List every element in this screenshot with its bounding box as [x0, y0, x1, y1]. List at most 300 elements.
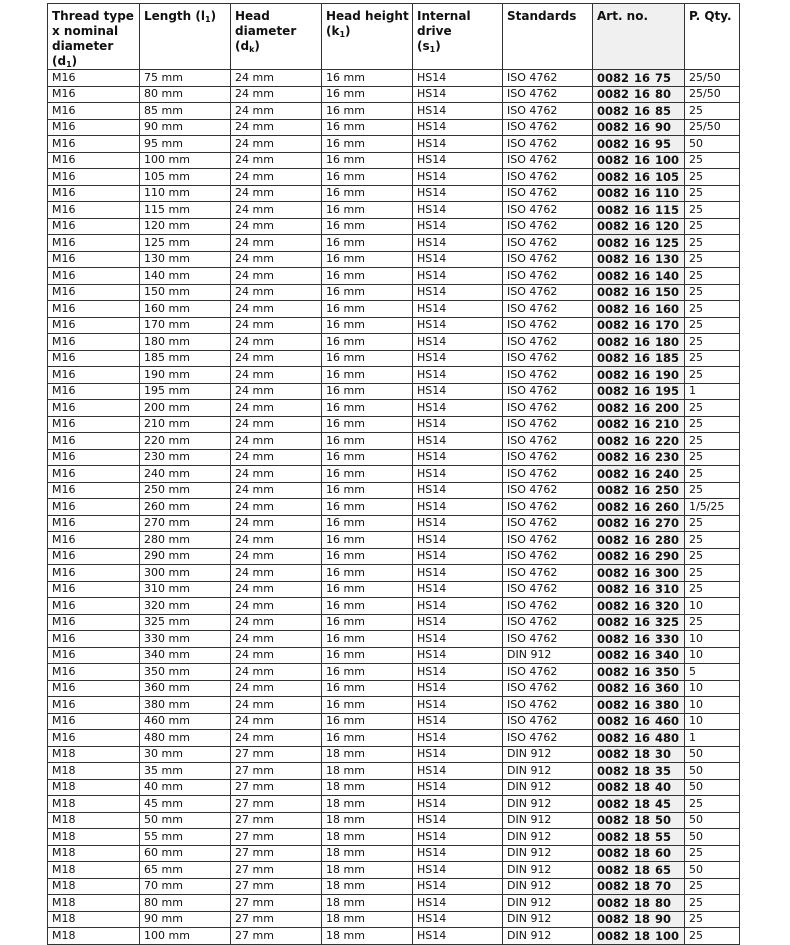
table-row: [48, 895, 740, 912]
cell-head-height: 16 mm: [322, 383, 413, 400]
cell-art-no: 0082 16 380: [593, 697, 685, 714]
cell-thread-type: M16: [48, 152, 140, 169]
table-row: [48, 86, 740, 103]
cell-standards: ISO 4762: [503, 383, 593, 400]
cell-standards: ISO 4762: [503, 284, 593, 301]
cell-art-no: 0082 18 70: [593, 878, 685, 895]
cell-internal-drive: HS14: [413, 532, 503, 549]
cell-head-diameter: 27 mm: [231, 812, 322, 829]
table-row: [48, 796, 740, 813]
cell-head-diameter: 24 mm: [231, 70, 322, 87]
cell-length: 170 mm: [140, 317, 231, 334]
cell-pack-qty: 25: [685, 482, 740, 499]
table-body: [48, 70, 740, 945]
cell-internal-drive: HS14: [413, 449, 503, 466]
cell-internal-drive: HS14: [413, 598, 503, 615]
table-row: [48, 251, 740, 268]
cell-length: 110 mm: [140, 185, 231, 202]
cell-thread-type: M16: [48, 499, 140, 516]
cell-internal-drive: HS14: [413, 878, 503, 895]
cell-art-no: 0082 16 290: [593, 548, 685, 565]
cell-head-height: 16 mm: [322, 86, 413, 103]
cell-standards: ISO 4762: [503, 152, 593, 169]
cell-art-no: 0082 16 170: [593, 317, 685, 334]
cell-art-no: 0082 16 480: [593, 730, 685, 747]
table-row: [48, 713, 740, 730]
column-header-art-no: Art. no.: [593, 4, 685, 70]
table-row: [48, 515, 740, 532]
table-row: [48, 746, 740, 763]
cell-pack-qty: 25: [685, 796, 740, 813]
cell-internal-drive: HS14: [413, 86, 503, 103]
cell-art-no: 0082 16 210: [593, 416, 685, 433]
cell-internal-drive: HS14: [413, 515, 503, 532]
cell-standards: DIN 912: [503, 812, 593, 829]
cell-head-diameter: 24 mm: [231, 515, 322, 532]
cell-pack-qty: 10: [685, 647, 740, 664]
cell-art-no: 0082 16 150: [593, 284, 685, 301]
cell-art-no: 0082 18 40: [593, 779, 685, 796]
cell-pack-qty: 25: [685, 466, 740, 483]
cell-thread-type: M16: [48, 713, 140, 730]
column-header-standards: Standards: [503, 4, 593, 70]
cell-thread-type: M16: [48, 598, 140, 615]
cell-head-diameter: 24 mm: [231, 433, 322, 450]
cell-head-diameter: 24 mm: [231, 86, 322, 103]
cell-head-height: 18 mm: [322, 862, 413, 879]
cell-head-diameter: 24 mm: [231, 152, 322, 169]
cell-length: 330 mm: [140, 631, 231, 648]
cell-length: 190 mm: [140, 367, 231, 384]
table-row: [48, 647, 740, 664]
cell-thread-type: M18: [48, 829, 140, 846]
table-row: [48, 499, 740, 516]
cell-length: 260 mm: [140, 499, 231, 516]
cell-length: 65 mm: [140, 862, 231, 879]
table-row: [48, 235, 740, 252]
cell-internal-drive: HS14: [413, 103, 503, 120]
cell-internal-drive: HS14: [413, 350, 503, 367]
cell-standards: ISO 4762: [503, 730, 593, 747]
cell-thread-type: M18: [48, 812, 140, 829]
cell-standards: ISO 4762: [503, 119, 593, 136]
cell-head-height: 16 mm: [322, 598, 413, 615]
cell-pack-qty: 25: [685, 367, 740, 384]
cell-thread-type: M16: [48, 482, 140, 499]
table-row: [48, 466, 740, 483]
cell-pack-qty: 25/50: [685, 119, 740, 136]
cell-head-height: 18 mm: [322, 878, 413, 895]
cell-standards: ISO 4762: [503, 482, 593, 499]
cell-internal-drive: HS14: [413, 845, 503, 862]
cell-head-diameter: 27 mm: [231, 845, 322, 862]
cell-art-no: 0082 16 350: [593, 664, 685, 681]
table-row: [48, 449, 740, 466]
cell-standards: ISO 4762: [503, 202, 593, 219]
cell-art-no: 0082 16 185: [593, 350, 685, 367]
cell-pack-qty: 25: [685, 218, 740, 235]
cell-standards: ISO 4762: [503, 317, 593, 334]
cell-art-no: 0082 18 100: [593, 928, 685, 945]
cell-standards: DIN 912: [503, 928, 593, 945]
cell-head-diameter: 24 mm: [231, 367, 322, 384]
cell-internal-drive: HS14: [413, 70, 503, 87]
cell-pack-qty: 50: [685, 812, 740, 829]
cell-pack-qty: 25: [685, 235, 740, 252]
cell-head-diameter: 27 mm: [231, 796, 322, 813]
cell-internal-drive: HS14: [413, 631, 503, 648]
cell-internal-drive: HS14: [413, 185, 503, 202]
cell-head-height: 16 mm: [322, 70, 413, 87]
cell-art-no: 0082 16 280: [593, 532, 685, 549]
column-header-head-diameter: Head diameter $(d_k)$: [231, 4, 322, 70]
cell-pack-qty: 25: [685, 103, 740, 120]
cell-art-no: 0082 18 30: [593, 746, 685, 763]
cell-internal-drive: HS14: [413, 796, 503, 813]
cell-head-diameter: 24 mm: [231, 136, 322, 153]
cell-internal-drive: HS14: [413, 367, 503, 384]
cell-standards: ISO 4762: [503, 86, 593, 103]
cell-art-no: 0082 16 90: [593, 119, 685, 136]
cell-pack-qty: 10: [685, 631, 740, 648]
cell-length: 125 mm: [140, 235, 231, 252]
cell-head-height: 18 mm: [322, 911, 413, 928]
cell-length: 90 mm: [140, 119, 231, 136]
cell-art-no: 0082 16 85: [593, 103, 685, 120]
table-row: [48, 829, 740, 846]
cell-standards: ISO 4762: [503, 416, 593, 433]
cell-art-no: 0082 16 330: [593, 631, 685, 648]
cell-pack-qty: 25/50: [685, 86, 740, 103]
table-row: [48, 317, 740, 334]
cell-thread-type: M16: [48, 119, 140, 136]
cell-head-diameter: 24 mm: [231, 548, 322, 565]
cell-length: 340 mm: [140, 647, 231, 664]
cell-internal-drive: HS14: [413, 383, 503, 400]
cell-head-diameter: 24 mm: [231, 350, 322, 367]
cell-thread-type: M16: [48, 301, 140, 318]
cell-art-no: 0082 16 230: [593, 449, 685, 466]
cell-standards: ISO 4762: [503, 713, 593, 730]
cell-standards: ISO 4762: [503, 367, 593, 384]
cell-head-diameter: 24 mm: [231, 631, 322, 648]
cell-head-height: 16 mm: [322, 499, 413, 516]
cell-head-height: 18 mm: [322, 746, 413, 763]
cell-head-height: 16 mm: [322, 218, 413, 235]
cell-length: 480 mm: [140, 730, 231, 747]
cell-head-diameter: 27 mm: [231, 895, 322, 912]
cell-art-no: 0082 16 110: [593, 185, 685, 202]
cell-head-diameter: 24 mm: [231, 251, 322, 268]
table-row: [48, 548, 740, 565]
cell-head-diameter: 27 mm: [231, 763, 322, 780]
cell-length: 60 mm: [140, 845, 231, 862]
cell-standards: DIN 912: [503, 878, 593, 895]
cell-pack-qty: 25/50: [685, 70, 740, 87]
cell-head-diameter: 24 mm: [231, 202, 322, 219]
cell-length: 115 mm: [140, 202, 231, 219]
cell-art-no: 0082 18 90: [593, 911, 685, 928]
cell-head-diameter: 24 mm: [231, 499, 322, 516]
cell-pack-qty: 25: [685, 928, 740, 945]
cell-internal-drive: HS14: [413, 779, 503, 796]
cell-pack-qty: 25: [685, 202, 740, 219]
cell-head-height: 16 mm: [322, 301, 413, 318]
cell-head-diameter: 24 mm: [231, 301, 322, 318]
cell-length: 120 mm: [140, 218, 231, 235]
cell-head-diameter: 27 mm: [231, 928, 322, 945]
cell-thread-type: M18: [48, 862, 140, 879]
cell-pack-qty: 5: [685, 664, 740, 681]
cell-internal-drive: HS14: [413, 499, 503, 516]
cell-length: 160 mm: [140, 301, 231, 318]
cell-art-no: 0082 16 360: [593, 680, 685, 697]
cell-length: 240 mm: [140, 466, 231, 483]
cell-length: 30 mm: [140, 746, 231, 763]
cell-thread-type: M16: [48, 548, 140, 565]
table-row: [48, 911, 740, 928]
cell-pack-qty: 25: [685, 895, 740, 912]
cell-length: 350 mm: [140, 664, 231, 681]
cell-standards: ISO 4762: [503, 631, 593, 648]
table-row: [48, 268, 740, 285]
cell-length: 80 mm: [140, 86, 231, 103]
table-row: [48, 185, 740, 202]
cell-head-diameter: 24 mm: [231, 235, 322, 252]
cell-pack-qty: 25: [685, 185, 740, 202]
cell-art-no: 0082 16 240: [593, 466, 685, 483]
cell-standards: DIN 912: [503, 862, 593, 879]
cell-head-diameter: 24 mm: [231, 218, 322, 235]
cell-length: 280 mm: [140, 532, 231, 549]
cell-internal-drive: HS14: [413, 829, 503, 846]
cell-standards: ISO 4762: [503, 466, 593, 483]
cell-standards: ISO 4762: [503, 548, 593, 565]
cell-standards: ISO 4762: [503, 449, 593, 466]
table-row: [48, 598, 740, 615]
cell-head-height: 16 mm: [322, 350, 413, 367]
cell-thread-type: M16: [48, 86, 140, 103]
cell-length: 130 mm: [140, 251, 231, 268]
cell-internal-drive: HS14: [413, 268, 503, 285]
cell-length: 180 mm: [140, 334, 231, 351]
cell-standards: DIN 912: [503, 763, 593, 780]
cell-art-no: 0082 18 35: [593, 763, 685, 780]
cell-pack-qty: 25: [685, 268, 740, 285]
cell-art-no: 0082 18 60: [593, 845, 685, 862]
table-row: [48, 433, 740, 450]
table-row: [48, 812, 740, 829]
cell-internal-drive: HS14: [413, 482, 503, 499]
cell-head-height: 16 mm: [322, 103, 413, 120]
cell-pack-qty: 10: [685, 680, 740, 697]
cell-pack-qty: 25: [685, 334, 740, 351]
cell-internal-drive: HS14: [413, 334, 503, 351]
cell-standards: ISO 4762: [503, 697, 593, 714]
cell-head-diameter: 27 mm: [231, 878, 322, 895]
cell-thread-type: M16: [48, 449, 140, 466]
cell-head-height: 16 mm: [322, 367, 413, 384]
cell-internal-drive: HS14: [413, 251, 503, 268]
cell-internal-drive: HS14: [413, 680, 503, 697]
cell-art-no: 0082 16 75: [593, 70, 685, 87]
cell-internal-drive: HS14: [413, 433, 503, 450]
cell-thread-type: M18: [48, 845, 140, 862]
product-table: [47, 3, 740, 945]
cell-head-diameter: 24 mm: [231, 680, 322, 697]
cell-thread-type: M16: [48, 334, 140, 351]
cell-length: 360 mm: [140, 680, 231, 697]
cell-thread-type: M18: [48, 928, 140, 945]
cell-internal-drive: HS14: [413, 746, 503, 763]
cell-art-no: 0082 16 460: [593, 713, 685, 730]
cell-art-no: 0082 16 320: [593, 598, 685, 615]
cell-head-height: 16 mm: [322, 532, 413, 549]
cell-length: 290 mm: [140, 548, 231, 565]
cell-pack-qty: 50: [685, 779, 740, 796]
cell-pack-qty: 25: [685, 317, 740, 334]
cell-art-no: 0082 16 100: [593, 152, 685, 169]
cell-length: 220 mm: [140, 433, 231, 450]
cell-standards: ISO 4762: [503, 218, 593, 235]
cell-thread-type: M16: [48, 367, 140, 384]
cell-art-no: 0082 16 340: [593, 647, 685, 664]
cell-head-height: 16 mm: [322, 433, 413, 450]
cell-length: 90 mm: [140, 911, 231, 928]
cell-thread-type: M16: [48, 466, 140, 483]
column-header-length: Length $(l_1)$: [140, 4, 231, 70]
cell-standards: DIN 912: [503, 746, 593, 763]
cell-standards: ISO 4762: [503, 251, 593, 268]
cell-head-diameter: 27 mm: [231, 829, 322, 846]
column-header-internal-drive: Internal drive $(s_1)$: [413, 4, 503, 70]
cell-thread-type: M16: [48, 317, 140, 334]
cell-pack-qty: 1: [685, 730, 740, 747]
cell-head-diameter: 24 mm: [231, 416, 322, 433]
cell-art-no: 0082 16 95: [593, 136, 685, 153]
cell-head-height: 18 mm: [322, 895, 413, 912]
cell-head-diameter: 24 mm: [231, 581, 322, 598]
cell-standards: DIN 912: [503, 829, 593, 846]
cell-head-diameter: 24 mm: [231, 119, 322, 136]
cell-length: 50 mm: [140, 812, 231, 829]
cell-standards: ISO 4762: [503, 598, 593, 615]
cell-head-diameter: 27 mm: [231, 862, 322, 879]
cell-standards: ISO 4762: [503, 334, 593, 351]
cell-length: 100 mm: [140, 152, 231, 169]
cell-pack-qty: 25: [685, 449, 740, 466]
cell-internal-drive: HS14: [413, 581, 503, 598]
cell-art-no: 0082 16 80: [593, 86, 685, 103]
cell-thread-type: M16: [48, 169, 140, 186]
cell-head-height: 18 mm: [322, 796, 413, 813]
cell-length: 45 mm: [140, 796, 231, 813]
cell-length: 250 mm: [140, 482, 231, 499]
cell-thread-type: M16: [48, 268, 140, 285]
cell-internal-drive: HS14: [413, 235, 503, 252]
cell-pack-qty: 50: [685, 746, 740, 763]
cell-internal-drive: HS14: [413, 895, 503, 912]
cell-standards: ISO 4762: [503, 614, 593, 631]
cell-head-diameter: 24 mm: [231, 697, 322, 714]
cell-internal-drive: HS14: [413, 614, 503, 631]
cell-standards: ISO 4762: [503, 680, 593, 697]
table-row: [48, 103, 740, 120]
cell-head-diameter: 24 mm: [231, 383, 322, 400]
cell-length: 85 mm: [140, 103, 231, 120]
cell-internal-drive: HS14: [413, 565, 503, 582]
cell-art-no: 0082 16 105: [593, 169, 685, 186]
cell-thread-type: M18: [48, 911, 140, 928]
cell-art-no: 0082 16 120: [593, 218, 685, 235]
cell-length: 270 mm: [140, 515, 231, 532]
table-row: [48, 202, 740, 219]
cell-thread-type: M18: [48, 878, 140, 895]
cell-thread-type: M16: [48, 433, 140, 450]
cell-length: 40 mm: [140, 779, 231, 796]
cell-head-diameter: 24 mm: [231, 614, 322, 631]
table-row: [48, 284, 740, 301]
cell-thread-type: M16: [48, 136, 140, 153]
cell-thread-type: M16: [48, 400, 140, 417]
cell-pack-qty: 25: [685, 614, 740, 631]
cell-head-height: 16 mm: [322, 449, 413, 466]
cell-art-no: 0082 16 260: [593, 499, 685, 516]
cell-pack-qty: 25: [685, 433, 740, 450]
cell-pack-qty: 25: [685, 152, 740, 169]
cell-head-diameter: 24 mm: [231, 334, 322, 351]
cell-length: 300 mm: [140, 565, 231, 582]
table-row: [48, 169, 740, 186]
cell-head-diameter: 24 mm: [231, 598, 322, 615]
cell-thread-type: M16: [48, 647, 140, 664]
cell-head-height: 16 mm: [322, 631, 413, 648]
cell-head-height: 16 mm: [322, 334, 413, 351]
table-row: [48, 301, 740, 318]
cell-head-height: 16 mm: [322, 482, 413, 499]
cell-thread-type: M16: [48, 565, 140, 582]
cell-internal-drive: HS14: [413, 763, 503, 780]
cell-head-height: 16 mm: [322, 548, 413, 565]
cell-length: 55 mm: [140, 829, 231, 846]
cell-pack-qty: 10: [685, 713, 740, 730]
cell-head-diameter: 24 mm: [231, 400, 322, 417]
cell-head-diameter: 24 mm: [231, 713, 322, 730]
cell-standards: ISO 4762: [503, 565, 593, 582]
cell-head-height: 16 mm: [322, 136, 413, 153]
cell-standards: ISO 4762: [503, 350, 593, 367]
cell-length: 140 mm: [140, 268, 231, 285]
cell-pack-qty: 50: [685, 829, 740, 846]
cell-head-height: 16 mm: [322, 647, 413, 664]
cell-thread-type: M16: [48, 70, 140, 87]
cell-thread-type: M16: [48, 730, 140, 747]
cell-internal-drive: HS14: [413, 416, 503, 433]
table-row: [48, 532, 740, 549]
table-row: [48, 845, 740, 862]
cell-length: 70 mm: [140, 878, 231, 895]
cell-thread-type: M16: [48, 350, 140, 367]
cell-internal-drive: HS14: [413, 713, 503, 730]
cell-internal-drive: HS14: [413, 466, 503, 483]
cell-thread-type: M16: [48, 218, 140, 235]
cell-head-height: 16 mm: [322, 680, 413, 697]
cell-length: 75 mm: [140, 70, 231, 87]
column-header-pack-qty: P. Qty.: [685, 4, 740, 70]
cell-thread-type: M16: [48, 697, 140, 714]
cell-pack-qty: 25: [685, 581, 740, 598]
cell-head-height: 16 mm: [322, 169, 413, 186]
